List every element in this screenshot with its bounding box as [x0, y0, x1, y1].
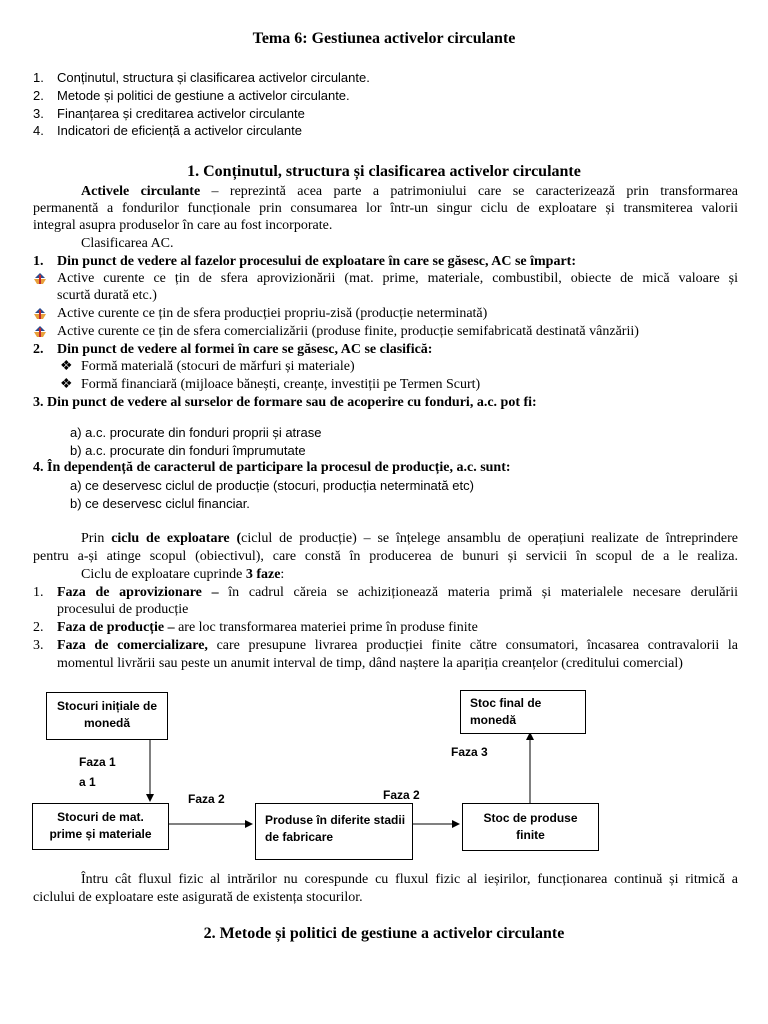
criterion-heading: 4. În dependență de caracterul de participare la procesul de producție, a.c. sunt:	[33, 460, 511, 475]
toc-num: 1.	[33, 70, 44, 85]
toc-num: 4.	[33, 123, 44, 138]
label-faza1: Faza 1	[79, 755, 116, 769]
definition-term: Activele circulante	[81, 184, 201, 199]
phase-text: are loc transformarea materiei prime în produse finite	[174, 620, 478, 635]
list-item: b) a.c. procurate din fonduri împrumutate	[70, 443, 306, 458]
definition-text: – reprezintă acea parte a patrimoniului care se caracterizează prin transformarea	[200, 184, 738, 199]
criterion-heading	[33, 253, 576, 270]
box-text: Stoc final de	[470, 696, 542, 710]
bullet-line: Formă materială (stocuri de mărfuri și materiale)	[81, 359, 355, 374]
list-item: b) ce deservesc ciclul financiar.	[70, 496, 250, 511]
definition-line: integral asupra produselor în care au fost incorporate.	[33, 218, 333, 233]
paragraph-term: 3 faze	[245, 567, 281, 582]
toc-text: Finanțarea și creditarea activelor circulante	[57, 106, 305, 121]
box-raw-materials	[32, 803, 169, 850]
toc-item	[33, 105, 305, 122]
bullet-line: Formă financiară (mijloace bănești, creanțe, investiții pe Termen Scurt)	[81, 377, 481, 392]
box-text: Stoc de produse	[483, 811, 578, 825]
box-initial-money	[46, 692, 168, 740]
list-item: a) a.c. procurate din fonduri proprii și atrase	[70, 425, 322, 440]
paragraph-text: :	[280, 567, 285, 582]
bullet-line: Active curente ce țin de sfera aprovizionării (mat. prime, materiale, combustibil, obiecte de mică valoare și	[57, 271, 738, 286]
box-text: monedă	[470, 713, 517, 727]
box-text: de fabricare	[265, 830, 334, 844]
criterion-num: 2.	[33, 342, 44, 357]
phase-term: Faza de producție –	[57, 620, 175, 635]
box-text: Stocuri inițiale de	[56, 699, 158, 713]
paragraph-line: pentru a-și atinge scopul (obiectivul), care constă în producerea de bunuri și servicii în scopul de a le realiza.	[33, 549, 738, 564]
label-faza3: Faza 3	[451, 745, 488, 759]
paragraph-text: Prin	[81, 531, 112, 546]
classification-label: Clasificarea AC.	[81, 236, 174, 251]
section-heading: 2. Metode și politici de gestiune a activelor circulante	[203, 925, 565, 942]
criterion-num: 1.	[33, 254, 44, 269]
phase-text: în cadrul căreia se achiziționează materia primă și materialele necesare derulării	[218, 585, 739, 600]
page-title: Tema 6: Gestiunea activelor circulante	[252, 30, 516, 47]
diamond-bullet-icon: ❖	[60, 377, 73, 392]
section-heading: 1. Conținutul, structura și clasificarea activelor circulante	[187, 163, 581, 180]
criterion-text: Din punct de vedere al fazelor procesului de exploatare în care se găsesc, AC se împart:	[57, 254, 576, 269]
bullet-line: Active curente ce țin de sfera comercializării (produse finite, producție semifabricată destinată vânzării)	[57, 324, 639, 339]
hand-pointer-icon	[33, 307, 47, 325]
phase-item	[33, 619, 478, 636]
bullet-line: Active curente ce țin de sfera producției propriu-zisă (producție neterminată)	[57, 306, 488, 321]
toc-text: Metode și politici de gestiune a activelor circulante.	[57, 88, 350, 103]
paragraph-line: Întru cât fluxul fizic al intrărilor nu corespunde cu fluxul fizic al ieșirilor, funcționarea continuă și ritmică a	[81, 872, 738, 887]
phase-line: procesului de producție	[57, 602, 189, 617]
toc-text: Indicatori de eficiență a activelor circulante	[57, 123, 302, 138]
toc-item	[33, 122, 302, 139]
box-text: prime și materiale	[49, 827, 152, 841]
box-wip	[255, 803, 413, 860]
toc-num: 3.	[33, 106, 44, 121]
paragraph-line	[81, 566, 284, 583]
bullet-line: scurtă durată etc.)	[57, 288, 157, 303]
criterion-heading: 3. Din punct de vedere al surselor de formare sau de acoperire cu fonduri, a.c. pot fi:	[33, 395, 537, 410]
box-text: finite	[516, 828, 545, 842]
box-text: Produse în diferite stadii	[265, 813, 406, 827]
paragraph-text: ciclul de producție) – se înțelege ansamblu de operațiuni realizate de întreprindere	[241, 531, 738, 546]
toc-item	[33, 87, 350, 104]
box-text: Stocuri de mat.	[57, 810, 144, 824]
box-text: monedă	[83, 716, 130, 730]
definition-line: permanentă a fondurilor funcționale prin consumarea lor într-un singur ciclu de exploatare și transmiterea valorii	[33, 201, 738, 216]
paragraph-line	[81, 530, 738, 547]
paragraph-text: Ciclu de exploatare cuprinde	[81, 567, 246, 582]
phase-term: Faza de aprovizionare –	[57, 585, 219, 600]
phase-num: 1.	[33, 585, 44, 600]
toc-text: Conținutul, structura și clasificarea activelor circulante.	[57, 70, 370, 85]
paragraph-line: ciclului de exploatare este asigurată de existența stocurilor.	[33, 890, 363, 905]
box-final-money	[460, 690, 586, 734]
label-faza2: Faza 2	[188, 792, 225, 806]
toc-num: 2.	[33, 88, 44, 103]
diamond-bullet-icon: ❖	[60, 359, 73, 374]
label-faza2: Faza 2	[383, 788, 420, 802]
phase-item	[33, 637, 738, 654]
toc-item	[33, 69, 370, 86]
definition-line	[81, 183, 738, 200]
phase-num: 2.	[33, 620, 44, 635]
paragraph-term: ciclu de exploatare (	[111, 531, 242, 546]
phase-line: momentul livrării sau peste un anumit interval de timp, dând naștere la apariția creanțelor (creditului comercial)	[57, 656, 683, 671]
criterion-text: Din punct de vedere al formei în care se găsesc, AC se clasifică:	[57, 342, 433, 357]
phase-text: care presupune livrarea producției finite către consumatori, încasarea contravalorii la	[207, 638, 738, 653]
list-item: a) ce deservesc ciclul de producție (stocuri, producția neterminată etc)	[70, 478, 474, 493]
phase-num: 3.	[33, 638, 44, 653]
box-finished-goods	[462, 803, 599, 851]
criterion-heading	[33, 341, 432, 358]
hand-pointer-icon	[33, 272, 47, 290]
phase-term: Faza de comercializare,	[57, 638, 208, 653]
label-a1: a 1	[79, 775, 96, 789]
phase-item	[33, 584, 738, 601]
